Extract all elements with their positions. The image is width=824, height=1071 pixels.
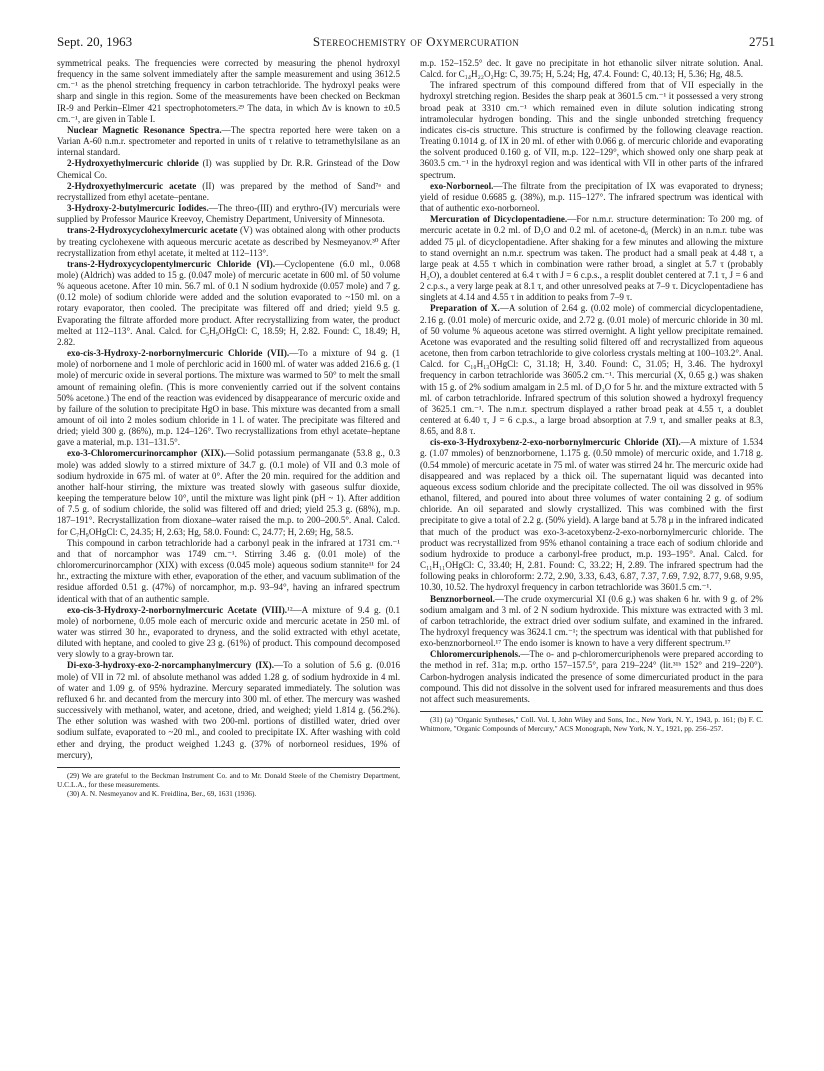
paragraph-text: symmetrical peaks. The frequencies were corrected by measuring the phenol hydroxyl frequency in the same solvent immediately after the sample measurement and using 3612.5 cm.⁻¹ as the phenol stretching frequency in carbon tetrachloride. The hydroxyl peaks were sharp and single in this region. Some of the measurements have been checked on Beckman IR-9 and Perkin–Elmer 421 spectrophotometers.²⁹ The data, in which Δν is known to ±0.5 cm.⁻¹, are given in Table I. xyxy=(57,58,400,124)
paragraph xyxy=(57,203,400,225)
section-heading: Chloromercuriphenols. xyxy=(430,649,521,660)
paragraph-text: The infrared spectrum of this compound differed from that of VII especially in the hydroxyl stretching region. Besides the sharp peak at 3601.5 cm.⁻¹ it possessed a very strong broad peak at 3310 cm.⁻¹ which remained even in dilute solution indicating strong intramolecular hydrogen bonding. This and the single unbonded stretching frequency indicates cis-cis structure. This structure is confirmed by the following cleavage reaction. Treating 0.1014 g. of IX in 20 ml. of ether with 0.066 g. of mercuric chloride and evaporating the solvent produced 0.160 g. of VII, m.p. 122–129°, which showed only one sharp peak at 3603.5 cm.⁻¹ in the hydroxyl region and was identical with VII in other parts of the infrared spectrum. xyxy=(420,80,763,180)
paragraph xyxy=(420,181,763,214)
paragraph xyxy=(420,58,763,80)
paragraph xyxy=(57,660,400,760)
paragraph-text: —The spectra reported here were taken on a Varian A-60 n.m.r. spectrometer and reported in units of τ relative to tetramethylsilane as an internal standard. xyxy=(57,124,400,158)
paragraph xyxy=(57,605,400,661)
header-date: Sept. 20, 1963 xyxy=(57,34,133,49)
header-title: Stereochemistry of Oxymercuration xyxy=(312,34,520,49)
section-heading: 2-Hydroxyethylmercuric acetate xyxy=(67,180,197,191)
paragraph-text: —Cyclopentene (6.0 ml., 0.068 mole) (Aldrich) was added to 15 g. (0.047 mole) of mercuric acetate in 600 ml. of 50 volume % aqueous acetone. After 10 min. 56.7 ml. of 0.1 N sodium hydroxide (0.057 mole) and 7 g. (0.12 mole) of sodium chloride were added and the solution evaporated to ~150 ml. on a rotary evaporator, then cooled. The precipitate was filtered off and dried; yield 9.5 g. Evaporating the filtrate afforded more product. After recrystallizing from water, the product melted at 112–113°. Anal. Calcd. for C₅H₉OHgCl: C, 18.59; H, 2.82. Found: C, 18.49; H, 2.82. xyxy=(57,258,400,347)
paragraph xyxy=(57,125,400,158)
right-column-body xyxy=(420,58,763,705)
section-heading: 2-Hydroxyethylmercuric chloride xyxy=(67,158,199,169)
footnote: (30) A. N. Nesmeyanov and K. Freidlina, Ber., 69, 1631 (1936). xyxy=(67,789,257,799)
left-column-body xyxy=(57,58,400,761)
section-heading: 3-Hydroxy-2-butylmercuric Iodides. xyxy=(67,203,209,214)
paragraph xyxy=(57,348,400,448)
paragraph-text: m.p. 152–152.5° dec. It gave no precipitate in hot ethanolic silver nitrate solution. Anal. Calcd. for C₁₄H₂₂O₂Hg: C, 39.75; H, 5.24; Hg, 47.4. Found: C, 40.13; H, 5.36; Hg, 48.5. xyxy=(420,58,763,80)
paragraph xyxy=(57,538,400,605)
footnote-rule xyxy=(57,767,400,768)
paragraph-text: —The o- and p-chloromercuriphenols were prepared according to the method in ref. 31a; m.p. ortho 157–157.5°, para 219–224° (lit.³¹ᵇ 152° and 219–220°). Carbon-hydrogen analysis indicated the presence of some dimercuriated product in the para compound. This did not dissolve in the solvent used for infrared measurements and thus does not affect such measurements. xyxy=(420,649,763,704)
paragraph xyxy=(57,259,400,348)
section-heading: trans-2-Hydroxycyclopentylmercuric Chloride (VI). xyxy=(67,258,276,269)
paragraph xyxy=(57,448,400,537)
paragraph-text: This compound in carbon tetrachloride had a carbonyl peak in the infrared at 1731 cm.⁻¹ and that of norcamphor was 1749 cm.⁻¹. Stirring 3.46 g. (0.01 mole) of the chloromercurinorcamphor (XIX) with excess (0.045 mole) aqueous sodium stannite¹¹ for 24 hr., extracting the mixture with ether, evaporation of the ether, and vacuum sublimation of the residue afforded 0.51 g. (47%) of norcamphor, m.p. 93–94°, having an infrared spectrum identical with that of an authentic sample. xyxy=(57,537,400,604)
paragraph-text: (V) was obtained along with other products by treating cyclohexene with aqueous mercuric acetate as described by Nesmeyanov.³⁰ After recrystallization from ethyl acetate, it melted at 112–113°. xyxy=(57,225,400,258)
section-heading: Nuclear Magnetic Resonance Spectra. xyxy=(67,124,222,135)
section-heading: exo-cis-3-Hydroxy-2-norbornylmercuric Chloride (VII). xyxy=(67,348,290,359)
footnote: (31) (a) "Organic Syntheses," Coll. Vol. I, John Wiley and Sons, Inc., New York, N. Y., 1943, p. 161; (b) F. C. Whitmore, "Organic Compounds of Mercury," ACS Monograph, New York, N. Y., 1921, pp. 256–257. xyxy=(420,715,763,734)
paragraph xyxy=(57,225,400,258)
right-column xyxy=(420,58,763,1018)
paragraph-text: (II) was prepared by the method of Sand⁷ᵃ and recrystallized from ethyl acetate–pentane. xyxy=(57,180,401,202)
section-heading: Di-exo-3-hydroxy-exo-2-norcamphanylmercury (IX). xyxy=(67,660,274,671)
paragraph-text: —The filtrate from the precipitation of IX was evaporated to dryness; yield of residue 0.6685 g. (38%), m.p. 115–127°. The infrared spectrum was identical with that of authentic exo-norborneol. xyxy=(420,180,763,214)
paragraph xyxy=(420,80,763,180)
footnote: (29) We are grateful to the Beckman Instrument Co. and to Mr. Donald Steele of the Chemistry Department, U.C.L.A., for these measurements. xyxy=(57,770,400,790)
header-page-number: 2751 xyxy=(749,34,775,49)
left-column xyxy=(57,58,400,1018)
paragraph xyxy=(57,158,400,180)
right-footnotes xyxy=(420,715,763,733)
section-heading: Mercuration of Dicyclopentadiene. xyxy=(430,214,568,225)
paragraph-text: (I) was supplied by Dr. R.R. Grinstead of the Dow Chemical Co. xyxy=(57,158,401,180)
paragraph-text: —For n.m.r. structure determination: To 200 mg. of mercuric acetate in 0.2 ml. of D₂O and 0.2 ml. of acetone-d₆ (Merck) in an n.m.r. tube was added 75 μl. of dicyclopentadiene. After shaking for a few minutes and allowing the mixture to stand overnight an n.m.r. spectrum was taken. The product had a small peak at 4.48 τ, a large peak at 4.55 τ which in combination were rather broad, a singlet at 5.7 τ (probably H₂O), a doublet centered at 6.4 τ with J = 6 c.p.s., a resplit doublet centered at 7.1 τ, J = 6 and 2 c.p.s., a very large peak at 8.1 τ, and other unresolved peaks at 7–9 τ. Dicyclopentadiene has singlets at 4.14 and 4.55 τ in addition to peaks from 7–9 τ. xyxy=(420,214,763,303)
paragraph xyxy=(57,181,400,203)
paragraph-text: —Solid potassium permanganate (53.8 g., 0.3 mole) was added slowly to a stirred mixture of 34.7 g. (0.1 mole) of VII and 0.3 mole of sodium hydroxide in 675 ml. of water at 0°. After the 20 min. required for the addition and another half-hour stirring, the mixture was treated slowly with gaseous sulfur dioxide, keeping the temperature below 10°, until the mixture was light pink (pH ~ 1). After addition of 7.5 g. of sodium chloride, the solid was filtered off and dried; yield 25.3 g. (68%), m.p. 187–191°. Recrystallization from dioxane–water raised the m.p. to 200–200.5°. Anal. Calcd. for C₇H₉OHgCl: C, 24.35; H, 2.63; Hg, 58.0. Found: C, 24.77; H, 2.69; Hg, 58.5. xyxy=(57,448,400,537)
section-heading: exo-Norborneol. xyxy=(430,180,494,191)
section-heading: Preparation of X. xyxy=(430,303,500,314)
paragraph-text: —The threo-(III) and erythro-(IV) mercurials were supplied by Professor Maurice Kreevoy, Chemistry Department, University of Minnesota. xyxy=(57,203,400,225)
paragraph xyxy=(420,649,763,705)
paragraph xyxy=(420,437,763,593)
paragraph xyxy=(57,58,400,125)
section-heading: cis-exo-3-Hydroxybenz-2-exo-norbornylmercuric Chloride (XI). xyxy=(430,437,681,448)
paragraph-text: —A mixture of 1.534 g. (1.07 mmoles) of benznorbornene, 1.175 g. (0.50 mmole) of mercuric oxide, and 1.718 g. (0.54 mmole) of mercuric acetate in 75 ml. of water was stirred 24 hr. The mercuric oxide had disappeared and was replaced by a thick oil. The supernatant liquid was decanted into aqueous excess sodium chloride and the precipitate collected. The oil was dissolved in 95% ethanol, filtered, and poured into about three volumes of water containing 2 g. of sodium chloride. An oil separated and slowly crystallized. This was combined with the first precipitate to give a total of 2.2 g. (50% yield). A large band at 5.78 μ in the infrared indicated that much of the product was exo-3-acetoxybenz-2-exo-norbornylmercuric chloride. The product was recrystallized from 95% ethanol containing a trace each of sodium chloride and sodium hydroxide to produce a carbonyl-free product, m.p. 193–195°. Anal. Calcd. for C₁₁H₁₁OHgCl: C, 33.40; H, 2.81. Found: C, 33.22; H, 2.89. The infrared spectrum had the following peaks in chloroform: 2.72, 2.90, 3.33, 6.43, 6.87, 7.37, 7.69, 7.92, 8.77, 9.68, 9.95, 10.30, 10.52. The hydroxyl frequency in carbon tetrachloride was 3601.5 cm.⁻¹. xyxy=(420,437,763,593)
paragraph-text: —The crude oxymercurial XI (0.6 g.) was shaken 6 hr. with 9 g. of 2% sodium amalgam and 3 ml. of 2 N sodium hydroxide. This mixture was extracted with 3 ml. of carbon tetrachloride, the extract dried over sodium sulfate, and examined in the infrared. The hydroxyl frequency was 3624.1 cm.⁻¹; the spectrum was identical with that published for exo-benznorborneol.¹⁷ The endo isomer is known to have a very different spectrum.¹⁷ xyxy=(420,593,763,649)
paragraph xyxy=(420,594,763,650)
paragraph-text: —To a solution of 5.6 g. (0.016 mole) of VII in 72 ml. of absolute methanol was added 1.28 g. of sodium hydroxide in 4 ml. of water and 1.09 g. of 95% hydrazine. Mercury separated immediately. The solution was refluxed 6 hr. and decanted from the mercury into 300 ml. of ether. The mercury was washed successively with methanol, water, and acetone, dried, and weighed; yield 1.814 g. (56.2%). The ether solution was washed with two 200-ml. portions of distilled water, dried over sodium sulfate, evaporated to ~20 ml., and cooled to precipitate IX. After washing with cold ether and drying, the product weighed 1.243 g. (37% of norborneol residues, 19% of mercury), xyxy=(57,660,401,760)
paragraph xyxy=(420,303,763,437)
section-heading: exo-3-Chloromercurinorcamphor (XIX). xyxy=(67,448,226,459)
section-heading: Benznorborneol. xyxy=(430,593,495,604)
section-heading: exo-cis-3-Hydroxy-2-norbornylmercuric Acetate (VIII). xyxy=(67,604,288,615)
paragraph-text: —A solution of 2.64 g. (0.02 mole) of commercial dicyclopentadiene, 2.16 g. (0.01 mole) of mercuric oxide, and 2.72 g. (0.01 mole) of mercuric chloride in 30 ml. of 50 volume % aqueous acetone was stirred overnight. A light yellow precipitate remained. Acetone was evaporated and the resulting solid filtered off and recrystallized from aqueous acetone, then from carbon tetrachloride to give colorless crystals melting at 100–103.2°. Anal. Calcd. for C₁₀H₁₃OHgCl: C, 31.18; H, 3.40. Found: C, 31.05; H, 3.46. The hydroxyl frequency in carbon tetrachloride was 3605.2 cm.⁻¹. This mercurial (X, 0.65 g.) was shaken with 15 g. of 2% sodium amalgam in 2.5 ml. of D₂O for 5 hr. and the mixture extracted with 5 ml. of carbon tetrachloride. Infrared spectrum of this solution showed a hydroxyl frequency of 3625.1 cm.⁻¹. The n.m.r. spectrum displayed a rather broad peak at 4.55 τ, a doublet centered at 6.40 τ, J = 6 c.p.s., a large broad absorption at 7.9 τ, and smaller peaks at 8.3, 8.65, and 8.8 τ. xyxy=(420,303,763,437)
running-header xyxy=(57,34,775,52)
paragraph-text: ¹²—A mixture of 9.4 g. (0.1 mole) of norbornene, 0.05 mole each of mercuric oxide and mercuric acetate in 250 ml. of water was stirred 30 hr., evaporated to dryness, and the solid extracted with ethyl acetate, diluted with heptane, and cooled to give 23 g. (61%) of product. This compound decomposed very slowly to a gray-brown tar. xyxy=(57,604,401,660)
paragraph xyxy=(420,214,763,303)
paragraph-text: —To a mixture of 94 g. (1 mole) of norbornene and 1 mole of perchloric acid in 1600 ml. of water was added 216.6 g. (1 mole) of mercuric oxide in several portions. The mixture was warmed to 50° to melt the small amount of remaining olefin. (This is more conveniently carried out if the solvent contains 50% acetone.) The end of the reaction was evidenced by disappearance of mercuric oxide and by failure of the solution to precipitate HgO in base. This mixture was decanted from a small amount of oil into 2 moles sodium chloride in 1 l. of water. The precipitate was filtered and dried; yield 300 g. (86%), m.p. 124–126°. Two recrystallizations from ethyl acetate–heptane gave a material, m.p. 131–131.5°. xyxy=(57,348,401,448)
section-heading: trans-2-Hydroxycyclohexylmercuric acetate xyxy=(67,225,238,236)
footnote-rule xyxy=(420,711,763,712)
left-footnotes xyxy=(57,771,400,799)
